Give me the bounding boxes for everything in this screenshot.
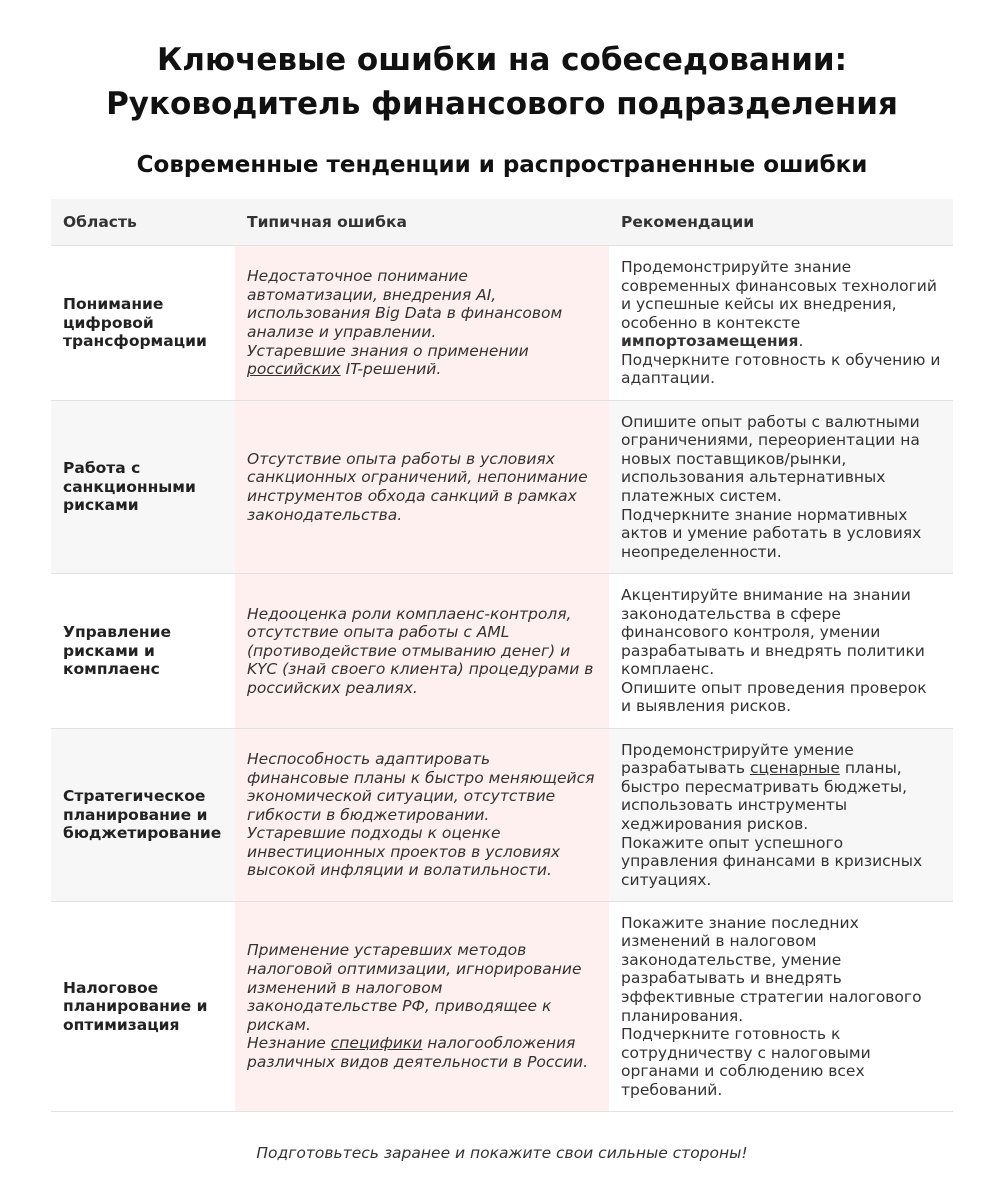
table-row [51,401,953,574]
table-header-row [51,199,953,246]
area-cell: Работа с санкционными рисками [51,401,235,574]
table-row [51,729,953,902]
underlined-term: сценарные [749,759,840,778]
error-text: Устаревшие подходы к оценке инвестиционных проектов в условиях высокой инфляции и волатильности. [247,824,560,880]
error-text: Устаревшие знания о применении российских IT-решений. [247,341,529,379]
error-text: Неспособность адаптировать финансовые планы к быстро меняющейся экономической ситуации, отсутствие гибкости в бюджетировании. [247,749,595,824]
recommendation-cell [609,401,953,574]
footer-note: Подготовьтесь заранее и покажите свои сильные стороны! [256,1144,748,1162]
error-text: Недооценка роли комплаенс-контроля, отсутствие опыта работы с AML (противодействие отмыванию денег) и KYC (знай своего клиента) процедурами в российских реалиях. [247,604,594,697]
recommendation-text: Подчеркните готовность к обучению и адаптации. [621,350,941,388]
recommendation-text: Опишите опыт работы с валютными ограничениями, переориентации на новых поставщиков/рынки, использования альтернативных платежных систем. [621,412,920,505]
recommendation-text: Покажите знание последних изменений в налоговом законодательстве, умение разрабатывать и внедрять эффективные стратегии налогового планирования. [621,913,922,1025]
error-text: Отсутствие опыта работы в условиях санкционных ограничений, непонимание инструментов обхода санкций в рамках законодательства. [247,449,588,524]
error-cell [235,246,609,401]
underlined-term: специфики [330,1034,423,1053]
column-header-error: Типичная ошибка [235,199,609,246]
page-title [0,38,1004,126]
area-cell: Управление рисками и комплаенс [51,574,235,729]
error-cell [235,401,609,574]
underlined-term: российских [247,360,341,379]
bold-term: импортозамещения [621,332,799,351]
column-header-recommendations: Рекомендации [609,199,953,246]
table-row [51,246,953,401]
table-row [51,902,953,1112]
recommendation-cell [609,729,953,902]
recommendation-text: Опишите опыт проведения проверок и выявления рисков. [621,678,927,716]
title-line-2: Руководитель финансового подразделения [106,86,898,122]
mistakes-table [51,199,953,1112]
recommendation-text: Продемонстрируйте знание современных финансовых технологий и успешные кейсы их внедрения, особенно в контексте импортозамещения. [621,257,937,351]
title-line-1: Ключевые ошибки на собеседовании: [156,42,848,78]
error-text: Применение устаревших методов налоговой оптимизации, игнорирование изменений в налоговом законодательстве РФ, приводящее к рискам. [247,941,582,1034]
recommendation-cell [609,902,953,1112]
recommendation-text: Покажите опыт успешного управления финансами в кризисных ситуациях. [621,833,923,889]
area-cell: Стратегическое планирование и бюджетирование [51,729,235,902]
error-cell [235,902,609,1112]
area-cell: Налоговое планирование и оптимизация [51,902,235,1112]
column-header-area: Область [51,199,235,246]
page-subtitle: Современные тенденции и распространенные ошибки [136,152,868,178]
error-cell [235,574,609,729]
recommendation-text: Подчеркните знание нормативных актов и умение работать в условиях неопределенности. [621,505,922,561]
recommendation-text: Подчеркните готовность к сотрудничеству с налоговыми органами и соблюдению всех требований. [621,1025,871,1099]
error-cell [235,729,609,902]
recommendation-text: Продемонстрируйте умение разрабатывать сценарные планы, быстро пересматривать бюджеты, использовать инструменты хеджирования рисков. [621,740,908,833]
error-text: Незнание специфики налогообложения различных видов деятельности в России. [247,1034,589,1071]
error-text: Недостаточное понимание автоматизации, внедрения AI, использования Big Data в финансовом анализе и управлении. [247,267,563,341]
table-row [51,574,953,729]
recommendation-cell [609,246,953,401]
recommendation-cell [609,574,953,729]
area-cell: Понимание цифровой трансформации [51,246,235,401]
recommendation-text: Акцентируйте внимание на знании законодательства в сфере финансового контроля, умении разрабатывать и внедрять политики комплаенс. [621,585,925,679]
